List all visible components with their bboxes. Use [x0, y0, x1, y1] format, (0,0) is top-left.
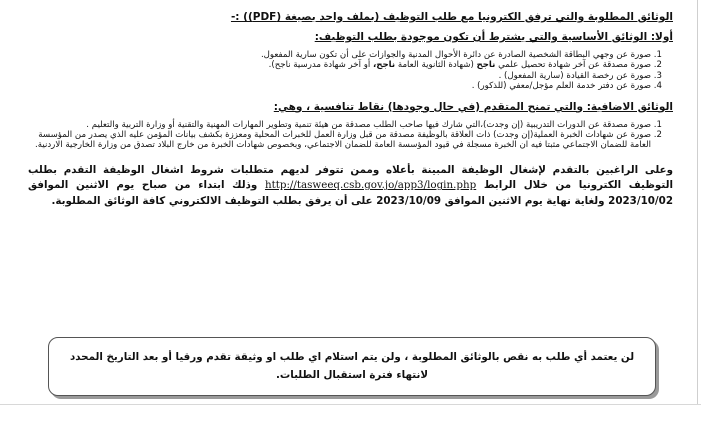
list-item: 2. صورة عن شهادات الخبرة العملية(إن وجدت) ذات العلاقة بالوظيفة مصدقة من قبل وزارة العمل للخبرات المحلية ومعززة بكشف بيانات المؤمن عليه الذي يصدر من المؤسسة العامة للضمان الاجتماعي مثبتا فيه ان الخبرة مسجلة في قيود المؤسسة العامة للضمان الاجتماعي، وبخصوص شهادات الخبرة من خارج البلاد تصدق من وزارة الخارجية الاردنية. [28, 130, 651, 151]
application-instructions [28, 163, 673, 210]
instructions-text: وعلى الراغبين بالتقدم لإشغال الوظيفة المبينة بأعلاه وممن تتوفر لديهم متطلبات شروط اشغال الوظيفة التقدم بطلب التوظيف الكترونيا من خلال الرابط [28, 163, 673, 192]
instructions-text: وذلك ابتداء من صباح يوم الاثنين الموافق 2023/10/02 ولغاية نهاية يوم الاثنين الموافق 2023/10/09 على أن يرفق بطلب التوظيف الالكتروني كافة الوثائق المطلوبة. [28, 179, 673, 207]
list-item: 1. صورة مصدقة عن الدورات التدريبية (إن وجدت)،التي شارك فيها صاحب الطلب مصدقة من هيئة تنمية وتطوير المهارات المهنية والتقنية أو وزارة التربية والتعليم . [28, 120, 651, 130]
list-item-text: صورة عن رخصة القيادة (سارية المفعول) . [498, 70, 651, 81]
list-item-emphasis: ناجح [476, 60, 496, 71]
notice-line: لن يعتمد أي طلب به نقص بالوثائق المطلوبة ، ولن يتم استلام اي طلب او وثيقة تقدم ورقيا أو بعد التاريخ المحدد [69, 351, 635, 363]
notice-box [48, 337, 656, 396]
basic-documents-list [28, 50, 673, 92]
list-item-text: (شهادة الثانوية العامة [395, 60, 477, 71]
page-bottom-rule [0, 404, 701, 405]
list-item [28, 60, 651, 70]
notice-line: لانتهاء فترة استقبال الطلبات. [275, 369, 429, 381]
list-item [28, 81, 651, 91]
list-item [28, 71, 651, 81]
extra-documents-list [28, 120, 673, 151]
page-edge-rule [697, 0, 698, 405]
list-item [28, 50, 651, 60]
application-link[interactable]: http://tasweeq.csb.gov.jo/app3/login.php [264, 179, 477, 192]
list-item-text: أو آخر شهادة مدرسية ناجح). [268, 60, 373, 71]
extra-documents-heading: الوثائق الاضافية: والتي تمنح المتقدم (في حال وجودها) نقاط تنافسية ، وهي: [273, 100, 673, 113]
list-item-text: صورة مصدقة عن آخر شهادة تحصيل علمي [495, 60, 651, 71]
list-item-text: صورة عن وجهي البطاقة الشخصية الصادرة عن دائرة الأحوال المدنية والجوازات على أن تكون سارية المفعول. [260, 50, 651, 60]
list-item-emphasis: ناجح، [373, 60, 396, 71]
required-documents-heading: الوثائق المطلوبة والتي ترفق الكترونيا مع طلب التوظيف (بملف واحد بصيغة (PDF)) :- [230, 11, 673, 23]
basic-documents-heading: أولا: الوثائق الأساسية والتي يشترط أن تكون موجودة بطلب التوظيف: [314, 31, 673, 43]
list-item-text: صورة عن دفتر خدمة العلم مؤجل/معفي (للذكور) . [471, 81, 651, 92]
